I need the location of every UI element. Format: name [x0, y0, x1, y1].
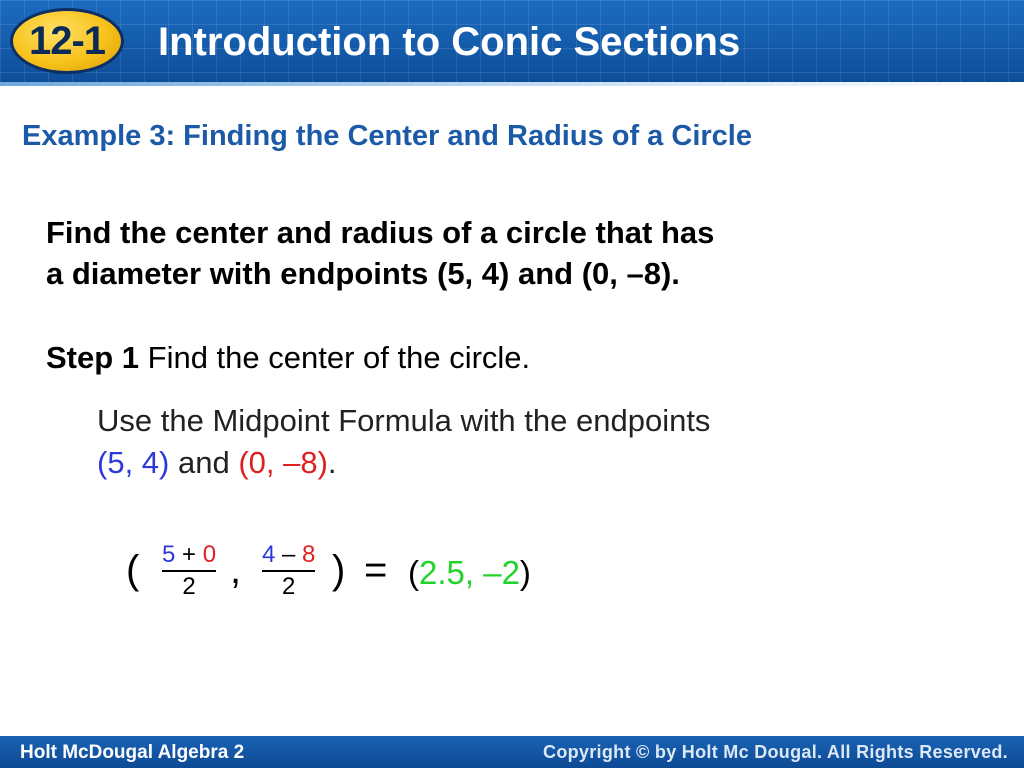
endpoint-2: (0, –8)	[238, 445, 328, 480]
step-1	[46, 340, 530, 376]
problem-line-2: a diameter with endpoints (5, 4) and (0, –8).	[46, 256, 680, 291]
header-divider	[0, 82, 1024, 86]
minus-sign: –	[275, 541, 303, 568]
lesson-title: Introduction to Conic Sections	[158, 20, 741, 64]
copyright-notice: Copyright © by Holt Mc Dougal. All Rights Reserved.	[543, 742, 1008, 762]
x2-value: 0	[202, 541, 217, 568]
y-fraction	[262, 540, 315, 602]
midpoint-instruction	[97, 400, 937, 484]
step-label: Step 1	[46, 340, 140, 375]
center-coordinates: 2.5, –2	[419, 554, 520, 591]
problem-line-1: Find the center and radius of a circle that has	[46, 215, 715, 250]
formula-comma: ,	[230, 548, 242, 592]
footer-bar	[0, 736, 1024, 768]
step-text: Find the center of the circle.	[139, 340, 531, 375]
problem-statement	[46, 212, 946, 294]
midpoint-line-2	[97, 442, 937, 484]
center-result	[408, 554, 531, 592]
result-close-paren: )	[519, 554, 531, 591]
result-open-paren: (	[408, 554, 419, 591]
header-bar	[0, 0, 1024, 82]
x-denominator: 2	[182, 573, 196, 600]
x-numerator	[162, 540, 216, 570]
equals-sign: =	[364, 548, 388, 592]
y1-value: 4	[262, 541, 276, 568]
example-title: Example 3: Finding the Center and Radius of a Circle	[22, 120, 752, 152]
and-text: and	[169, 445, 239, 480]
plus-sign: +	[175, 541, 203, 568]
y-denominator: 2	[282, 573, 296, 600]
publisher-name: Holt McDougal Algebra 2	[20, 742, 245, 763]
endpoint-1: (5, 4)	[97, 445, 170, 480]
period: .	[327, 445, 337, 480]
lesson-badge	[10, 8, 124, 74]
x-fraction	[162, 540, 216, 602]
midpoint-line-1: Use the Midpoint Formula with the endpoints	[97, 403, 711, 438]
midpoint-formula	[126, 540, 646, 610]
x1-value: 5	[162, 541, 176, 568]
lesson-number: 12-1	[28, 18, 106, 63]
y2-value: 8	[302, 541, 316, 568]
y-numerator	[262, 540, 315, 570]
formula-open-paren: (	[126, 548, 140, 592]
formula-close-paren: )	[332, 548, 346, 592]
